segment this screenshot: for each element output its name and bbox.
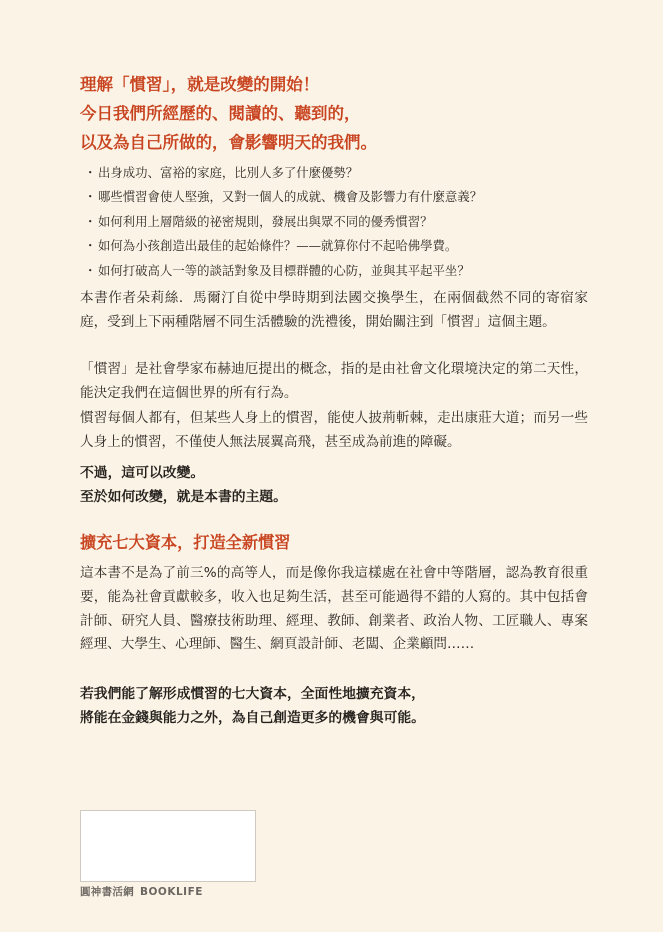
headline: [80, 70, 600, 157]
barcode-placeholder: [80, 810, 256, 882]
headline-line-3: 以及為自己所做的，會影響明天的我們。: [80, 133, 377, 152]
emphasis-line-2: 至於如何改變，就是本書的主題。: [80, 489, 287, 505]
bullet-marker: ・: [84, 213, 97, 229]
paragraph-audience: 這本書不是為了前三%的高等人，而是像你我這樣處在社會中等階層，認為教育很重要，能為社會貢獻較多，收入也足夠生活，甚至可能過得不錯的人寫的。其中包括會計師、研究人員、醫療技術助理、經理、教師、創業者、政治人物、工匠職人、專案經理、大學生、心理師、醫生、網頁設計師、老闆、企業顧問……: [80, 565, 588, 653]
publisher-name-cn: 圓神書活網: [80, 886, 134, 898]
emphasis-line-2: 將能在金錢與能力之外，為自己創造更多的機會與可能。: [80, 710, 425, 726]
publisher-name-en: BOOKLIFE: [140, 886, 203, 898]
bullet-marker: ・: [84, 262, 97, 278]
emphasis-change: [80, 461, 600, 509]
paragraph-author: 本書作者朵莉絲．馬爾汀自從中學時期到法國交換學生，在兩個截然不同的寄宿家庭，受到上下兩種階層不同生活體驗的洗禮後，開始關注到「慣習」這個主題。: [80, 290, 588, 330]
headline-line-1: 理解「慣習」，就是改變的開始！: [80, 75, 320, 94]
list-item: [84, 259, 584, 283]
emphasis-capital: [80, 682, 600, 730]
list-item-text: 哪些慣習會使人堅強，又對一個人的成就、機會及影響力有什麼意義？: [98, 189, 483, 205]
bullet-marker: ・: [84, 165, 97, 180]
paragraph-habitus-effect: 慣習每個人都有，但某些人身上的慣習，能使人披荊斬棘，走出康莊大道；而另一些人身上的慣習，不僅使人無法展翼高飛，甚至成為前進的障礙。: [80, 410, 588, 450]
emphasis-line-1: 不過，這可以改變。: [80, 465, 205, 481]
paragraph-habitus-definition: 「慣習」是社會學家布赫迪厄提出的概念，指的是由社會文化環境決定的第二天性，能決定我們在這個世界的所有行為。: [80, 361, 588, 401]
headline-line-2: 今日我們所經歷的、閱讀的、聽到的，: [80, 104, 361, 123]
list-item: [84, 210, 584, 234]
bullet-marker: ・: [84, 189, 97, 205]
list-item: [84, 234, 584, 258]
list-item-text: 如何為小孩創造出最佳的起始條件？——就算你付不起哈佛學費。: [98, 238, 458, 254]
bullet-marker: ・: [84, 238, 97, 254]
emphasis-line-1: 若我們能了解形成慣習的七大資本，全面性地擴充資本，: [80, 686, 425, 702]
list-item-text: 如何打破高人一等的談話對象及目標群體的心防，並與其平起平坐？: [98, 262, 470, 278]
list-item: [84, 161, 584, 185]
list-item-text: 如何利用上層階級的祕密規則，發展出與眾不同的優秀慣習？: [98, 213, 433, 229]
list-item-text: 出身成功、富裕的家庭，比別人多了什麼優勢？: [98, 165, 359, 180]
question-list: [84, 161, 584, 283]
list-item: [84, 185, 584, 209]
publisher-logo: [80, 884, 203, 899]
section-title: 擴充七大資本，打造全新慣習: [80, 533, 291, 552]
